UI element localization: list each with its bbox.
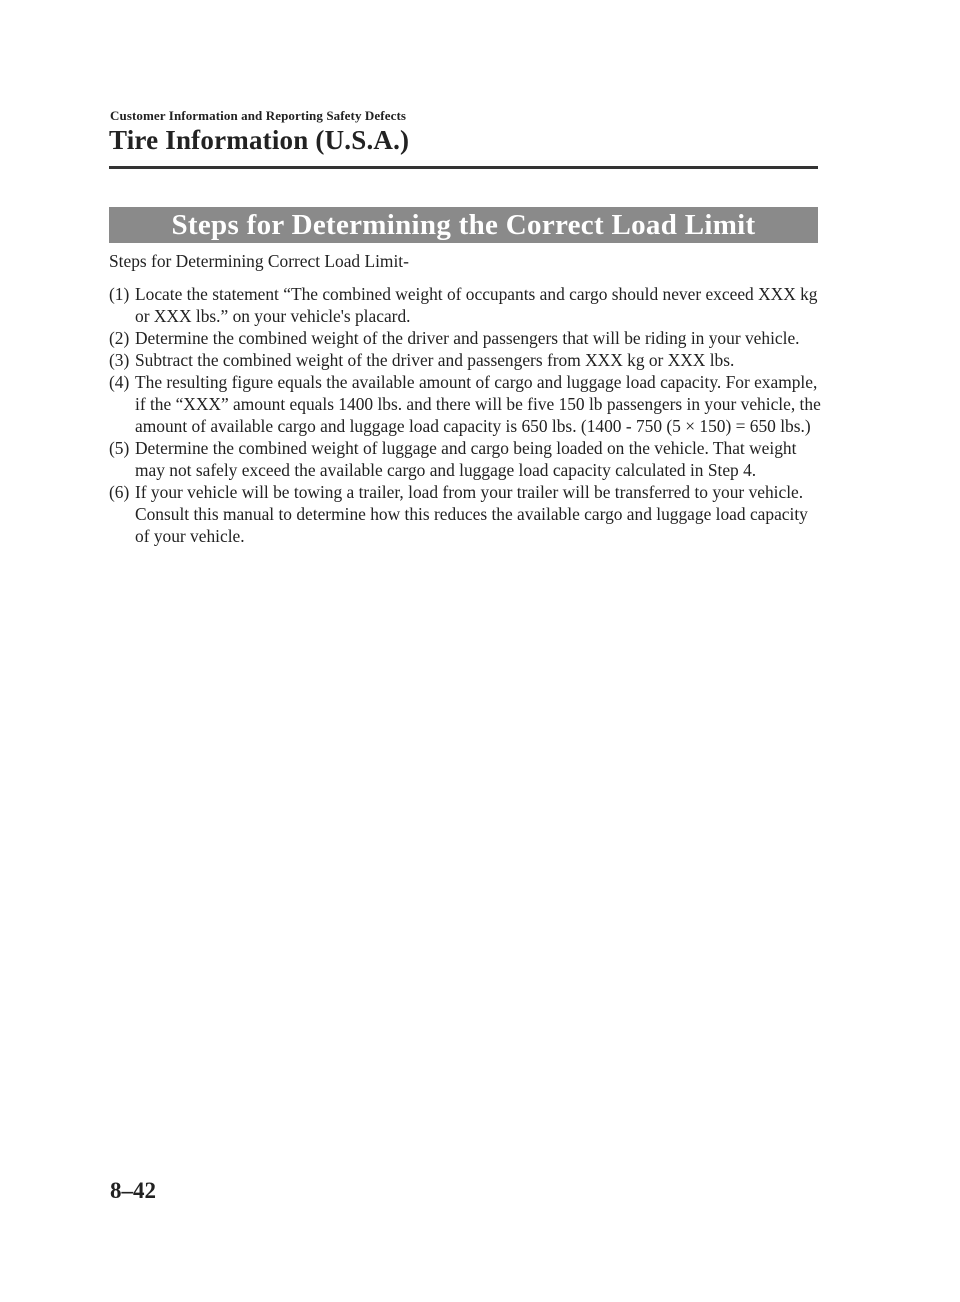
step-text: Subtract the combined weight of the driver and passengers from XXX kg or XXX lbs. [135, 350, 735, 370]
step-text: The resulting figure equals the available amount of cargo and luggage load capacity. For example, if the “XXX” amount equals 1400 lbs. and there will be five 150 lb passengers in your vehicle, the amount of available cargo and luggage load capacity is 650 lbs. (1400 - 750 (5 × 150) = 650 lbs.) [135, 372, 821, 436]
step-number: (6) [109, 482, 130, 502]
step-text: If your vehicle will be towing a trailer, load from your trailer will be transferred to your vehicle. Consult this manual to determine how this reduces the available cargo and luggage load capacity of your vehicle. [135, 482, 808, 546]
chapter-title: Tire Information (U.S.A.) [109, 125, 410, 155]
step-item [109, 349, 821, 371]
step-item [109, 437, 821, 481]
step-item [109, 283, 821, 327]
step-text: Determine the combined weight of luggage and cargo being loaded on the vehicle. That weight may not safely exceed the available cargo and luggage load capacity calculated in Step 4. [135, 438, 797, 480]
intro-text: Steps for Determining Correct Load Limit- [109, 251, 409, 271]
step-item [109, 481, 821, 547]
step-text: Locate the statement “The combined weight of occupants and cargo should never exceed XXX kg or XXX lbs.” on your vehicle's placard. [135, 284, 818, 326]
step-text: Determine the combined weight of the driver and passengers that will be riding in your vehicle. [135, 328, 800, 348]
section-heading-bar [109, 207, 818, 243]
step-number: (5) [109, 438, 130, 458]
section-title: Steps for Determining the Correct Load Limit [171, 208, 756, 241]
step-number: (1) [109, 284, 130, 304]
step-item [109, 327, 821, 349]
step-number: (3) [109, 350, 130, 370]
steps-list [109, 283, 821, 547]
section-body [109, 250, 821, 547]
step-item [109, 371, 821, 437]
title-divider [109, 166, 818, 169]
step-number: (2) [109, 328, 130, 348]
step-number: (4) [109, 372, 130, 392]
running-head: Customer Information and Reporting Safety Defects [110, 108, 407, 123]
page-number: 8–42 [110, 1178, 156, 1203]
